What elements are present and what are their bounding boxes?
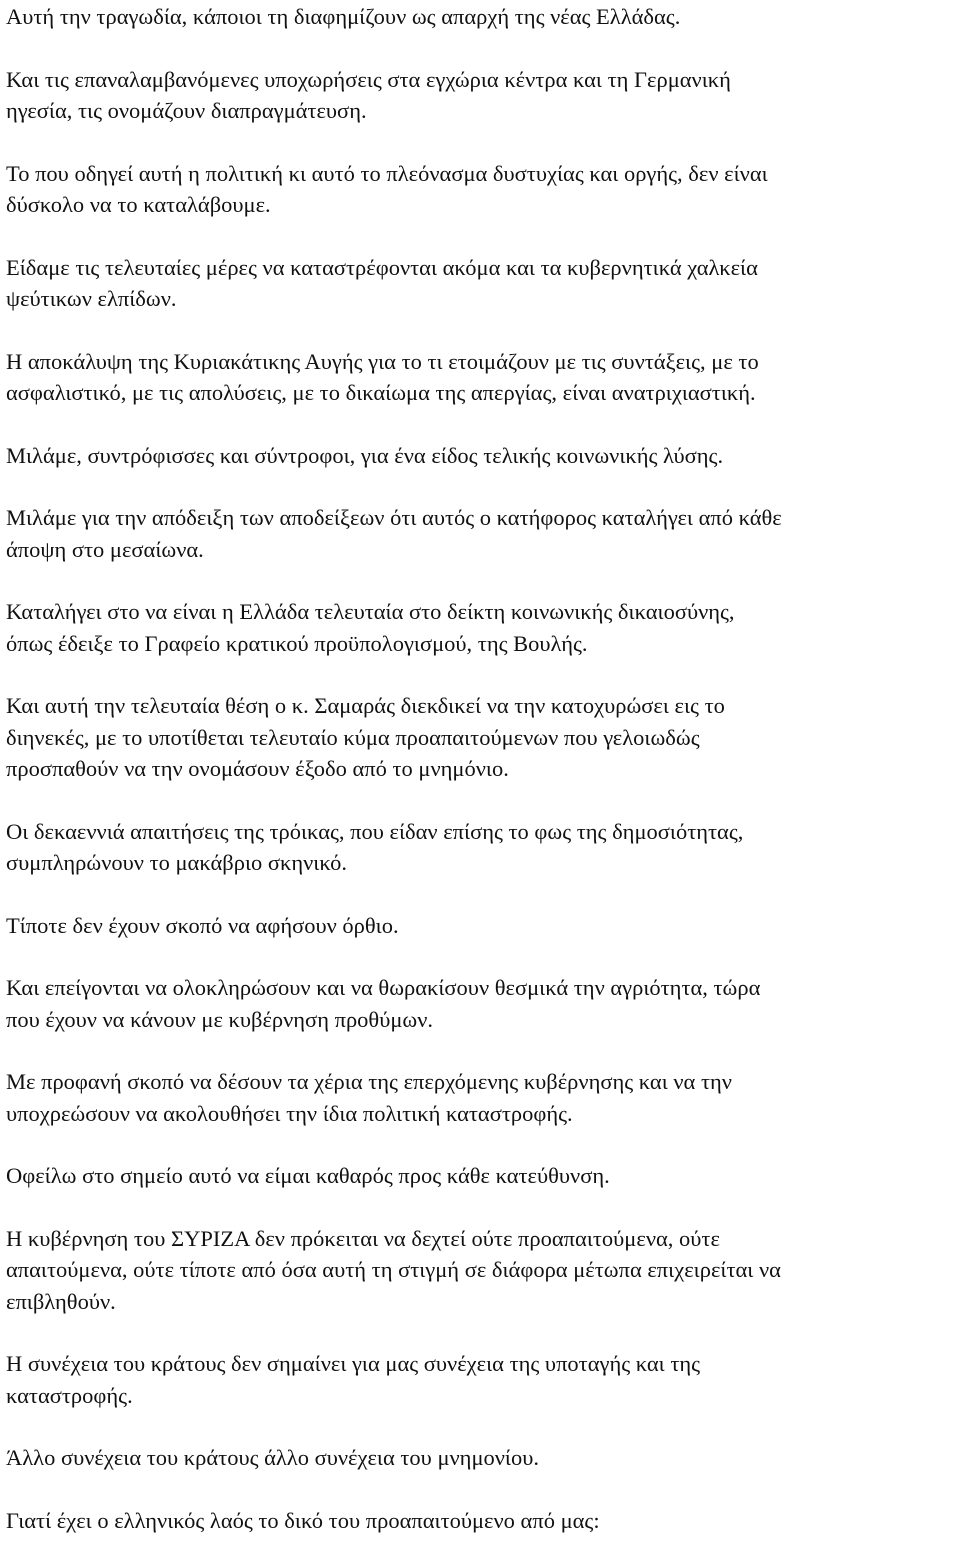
paragraph-line: άποψη στο μεσαίωνα. [6,536,204,562]
paragraph [6,346,952,409]
paragraph [6,1223,952,1318]
paragraph [6,910,952,942]
paragraph-line: Μιλάμε για την απόδειξη των αποδείξεων ότι αυτός ο κατήφορος καταλήγει από κάθε [6,505,782,530]
paragraph-line: Μιλάμε, συντρόφισσες και σύντροφοι, για ένα είδος τελικής κοινωνικής λύσης. [6,442,724,468]
paragraph-line: διηνεκές, με το υποτίθεται τελευταίο κύμα προαπαιτούμενων που γελοιωδώς [6,724,700,750]
paragraph-line: Αυτή την τραγωδία, κάποιοι τη διαφημίζουν ως απαρχή της νέας Ελλάδας. [6,4,681,29]
paragraph-line: όπως έδειξε το Γραφείο κρατικού προϋπολογισμού, της Βουλής. [6,630,588,656]
paragraph-line: Η συνέχεια του κράτους δεν σημαίνει για μας συνέχεια της υποταγής και της [6,1351,701,1376]
paragraph-line: καταστροφής. [6,1382,133,1408]
paragraph-line: προσπαθούν να την ονομάσουν έξοδο από το μνημόνιο. [6,756,509,781]
paragraph [6,502,952,565]
paragraph-line: απαιτούμενα, ούτε τίποτε από όσα αυτή τη στιγμή σε διάφορα μέτωπα επιχειρείται να [6,1257,781,1282]
paragraph [6,158,952,221]
paragraph-line: επιβληθούν. [6,1288,116,1314]
paragraph-line: δύσκολο να το καταλάβουμε. [6,192,271,217]
paragraph-line: ψεύτικων ελπίδων. [6,286,177,311]
paragraph-line: Και αυτή την τελευταία θέση ο κ. Σαμαράς διεκδικεί να την κατοχυρώσει εις το [6,693,725,718]
paragraph [6,1505,952,1537]
document-body [6,1,952,1536]
paragraph-line: ηγεσία, τις ονομάζουν διαπραγμάτευση. [6,98,367,123]
paragraph [6,816,952,879]
paragraph-line: Η αποκάλυψη της Κυριακάτικης Αυγής για το τι ετοιμάζουν με τις συντάξεις, με το [6,348,759,374]
paragraph-line: Είδαμε τις τελευταίες μέρες να καταστρέφονται ακόμα και τα κυβερνητικά χαλκεία [6,254,758,280]
paragraph [6,440,952,472]
paragraph [6,1348,952,1411]
paragraph-line: Άλλο συνέχεια του κράτους άλλο συνέχεια του μνημονίου. [6,1445,540,1470]
paragraph-line: Και τις επαναλαμβανόμενες υποχωρήσεις στα εγχώρια κέντρα και τη Γερμανική [6,66,731,92]
paragraph [6,1442,952,1474]
paragraph-line: ασφαλιστικό, με τις απολύσεις, με το δικαίωμα της απεργίας, είναι ανατριχιαστική. [6,380,756,405]
paragraph [6,972,952,1035]
paragraph [6,1160,952,1192]
paragraph-line: Τίποτε δεν έχουν σκοπό να αφήσουν όρθιο. [6,912,399,938]
paragraph-line: Γιατί έχει ο ελληνικός λαός το δικό του προαπαιτούμενο από μας: [6,1507,600,1533]
paragraph-line: που έχουν να κάνουν με κυβέρνηση προθύμων. [6,1006,434,1032]
paragraph-line: Και επείγονται να ολοκληρώσουν και να θωρακίσουν θεσμικά την αγριότητα, τώρα [6,975,761,1000]
paragraph-line: συμπληρώνουν το μακάβριο σκηνικό. [6,850,348,875]
paragraph-line: Με προφανή σκοπό να δέσουν τα χέρια της επερχόμενης κυβέρνησης και να την [6,1069,732,1094]
paragraph-line: Οι δεκαεννιά απαιτήσεις της τρόικας, που είδαν επίσης το φως της δημοσιότητας, [6,818,744,844]
paragraph [6,64,952,127]
paragraph-line: Η κυβέρνηση του ΣΥΡΙΖΑ δεν πρόκειται να δεχτεί ούτε προαπαιτούμενα, ούτε [6,1225,720,1251]
paragraph [6,690,952,785]
paragraph [6,1066,952,1129]
paragraph [6,596,952,659]
paragraph [6,252,952,315]
paragraph [6,1,952,33]
paragraph-line: Καταλήγει στο να είναι η Ελλάδα τελευταία στο δείκτη κοινωνικής δικαιοσύνης, [6,599,735,624]
paragraph-line: Οφείλω στο σημείο αυτό να είμαι καθαρός προς κάθε κατεύθυνση. [6,1163,610,1188]
paragraph-line: Το που οδηγεί αυτή η πολιτική κι αυτό το πλεόνασμα δυστυχίας και οργής, δεν είναι [6,160,768,186]
paragraph-line: υποχρεώσουν να ακολουθήσει την ίδια πολιτική καταστροφής. [6,1100,573,1126]
